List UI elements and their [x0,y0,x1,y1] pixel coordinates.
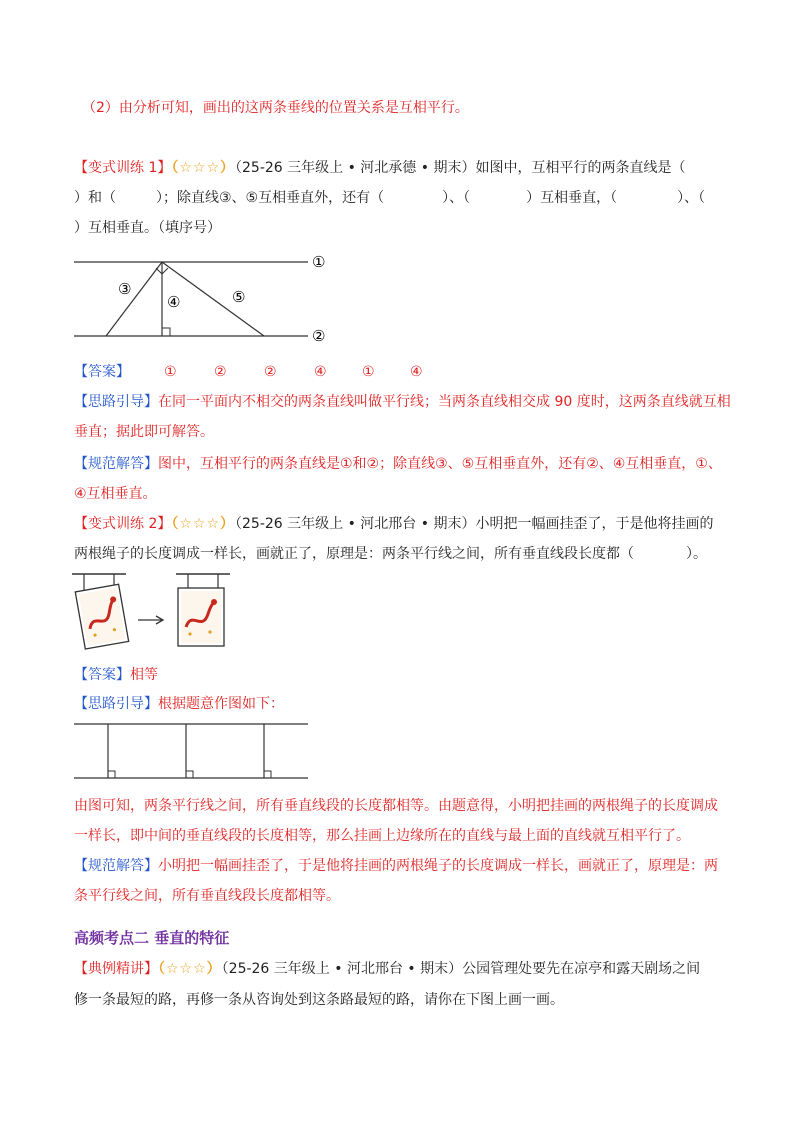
ex1-answer-tag: 【答案】 [74,364,130,380]
ex1-question-line-3: ）互相垂直。（填序号） [74,220,221,236]
ex1-answer-5: ① [362,364,375,380]
ex1-solution-line-1: 【规范解答】图中，互相平行的两条直线是①和②；除直线③、⑤互相垂直外，还有②、④互相垂直，①、 [74,456,722,472]
ex1-line-1: （25-26 三年级上 • 河北承德 • 期末）如图中，互相平行的两条直线是（ [235,160,686,176]
ex1-solution-line-2: ④互相垂直。 [74,486,157,502]
ex2-tag: 【变式训练 2】 [74,516,172,532]
ex2-question-line-1: 【变式训练 2】（☆☆☆）（25-26 三年级上 • 河北邢台 • 期末）小明把一幅画挂歪了，于是他将挂画的 [74,516,714,532]
ex2-explain-line-1: 由图可知，两条平行线之间，所有垂直线段的长度都相等。由题意得，小明把挂画的两根绳子的长度调成 [74,798,718,814]
ex1-answer-3: ② [264,364,277,380]
intro-line: （2）由分析可知，画出的这两条垂线的位置关系是互相平行。 [82,100,469,116]
ex2-stars: （☆☆☆） [171,516,236,532]
ex1-answer-2: ② [214,364,227,380]
crooked-painting [75,584,128,649]
ex2-painting-figure [70,572,240,652]
ex2-question-line-2: 两根绳子的长度调成一样长，画就正了，原理是：两条平行线之间，所有垂直线段长度都（ ）。 [74,546,707,562]
line-3 [106,262,162,336]
ex2-answer-row: 【答案】相等 [74,667,158,683]
label-3: ③ [118,280,132,298]
section-title: 高频考点二 垂直的特征 [74,929,230,947]
ex1-stars: （☆☆☆） [171,160,236,176]
ex2-explain-line-2: 一样长，即中间的垂直线段的长度相等，那么挂画上边缘所在的直线与最上面的直线就互相平行了。 [74,828,690,844]
ex1-answer-4: ④ [314,364,327,380]
ex1-hint-line-1: 【思路引导】在同一平面内不相交的两条直线叫做平行线；当两条直线相交成 90 度时，这两条直线就互相 [74,394,731,410]
ex1-hint-line-2: 垂直；据此即可解答。 [74,424,214,440]
right-angle-mark-bottom [162,328,170,336]
ex1-answer-1: ① [164,364,177,380]
ex1-tag: 【变式训练 1】 [74,160,172,176]
section-question-line-1: 【典例精讲】（☆☆☆）（25-26 三年级上 • 河北邢台 • 期末）公园管理处要先在凉亭和露天剧场之间 [74,961,701,977]
label-1: ① [312,253,326,271]
ex1-question-line-1 [74,158,685,178]
ex2-solution-line-1: 【规范解答】小明把一幅画挂歪了，于是他将挂画的两根绳子的长度调成一样长，画就正了，原理是：两 [74,858,718,874]
ex1-answer-row [74,362,130,382]
ex1-answer-6: ④ [410,364,423,380]
label-2: ② [312,327,326,345]
straight-painting [178,588,224,646]
label-4: ④ [167,293,181,311]
ex2-parallel-figure [72,716,312,784]
ex2-hint-row: 【思路引导】根据题意作图如下： [74,696,284,712]
section-question-line-2: 修一条最短的路，再修一条从咨询处到这条路最短的路，请你在下图上画一画。 [74,992,564,1008]
ex1-question-line-2: ）和（ ）；除直线③、⑤互相垂直外，还有（ ）、（ ）互相垂直，（ ）、（ [74,190,706,206]
ex2-solution-line-2: 条平行线之间，所有垂直线段长度都相等。 [74,888,340,904]
ex2-answer: 相等 [130,667,158,683]
ex1-figure [70,248,340,348]
label-5: ⑤ [232,288,246,306]
